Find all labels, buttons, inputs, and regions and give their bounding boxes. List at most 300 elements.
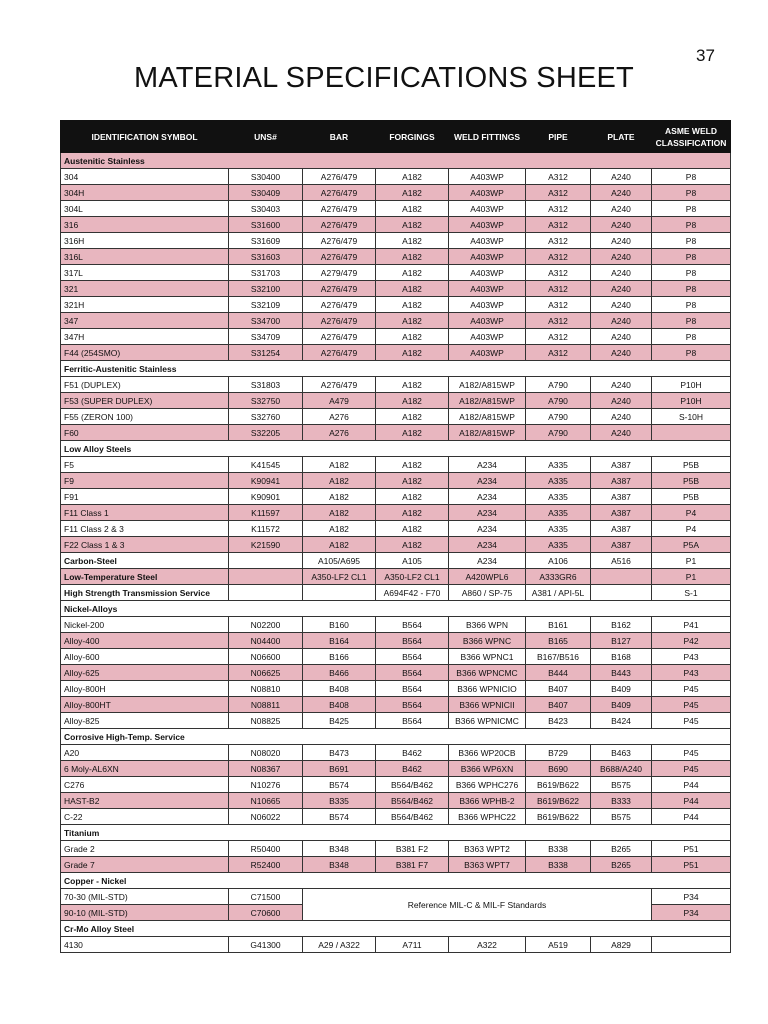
cell-asme-weld: P34 bbox=[652, 889, 731, 905]
cell-asme-weld: P44 bbox=[652, 793, 731, 809]
cell-identification-symbol: F53 (SUPER DUPLEX) bbox=[61, 393, 229, 409]
table-row bbox=[61, 537, 731, 553]
cell-bar: B473 bbox=[303, 745, 376, 761]
cell-weld-fittings: A403WP bbox=[449, 345, 526, 361]
table-row bbox=[61, 217, 731, 233]
cell-asme-weld: P44 bbox=[652, 777, 731, 793]
cell-asme-weld: P45 bbox=[652, 697, 731, 713]
cell-pipe: A335 bbox=[526, 537, 591, 553]
cell-forgings: A182 bbox=[376, 217, 449, 233]
cell-forgings: B564 bbox=[376, 649, 449, 665]
section-header-row bbox=[61, 441, 731, 457]
cell-forgings: A182 bbox=[376, 425, 449, 441]
cell-pipe: A519 bbox=[526, 937, 591, 953]
table-row bbox=[61, 489, 731, 505]
cell-pipe: A790 bbox=[526, 377, 591, 393]
cell-weld-fittings: A234 bbox=[449, 489, 526, 505]
table-row bbox=[61, 201, 731, 217]
cell-plate: B443 bbox=[591, 665, 652, 681]
cell-forgings: B564/B462 bbox=[376, 793, 449, 809]
cell-asme-weld: P8 bbox=[652, 281, 731, 297]
reference-note: Reference MIL-C & MIL-F Standards bbox=[303, 889, 652, 921]
header-pipe: PIPE bbox=[526, 121, 591, 153]
cell-plate: A240 bbox=[591, 217, 652, 233]
cell-bar: A105/A695 bbox=[303, 553, 376, 569]
section-header-row bbox=[61, 153, 731, 169]
cell-forgings: A182 bbox=[376, 313, 449, 329]
cell-plate: B333 bbox=[591, 793, 652, 809]
cell-asme-weld: S-1 bbox=[652, 585, 731, 601]
cell-pipe: A335 bbox=[526, 473, 591, 489]
cell-bar: B691 bbox=[303, 761, 376, 777]
cell-asme-weld: P34 bbox=[652, 905, 731, 921]
cell-forgings: A182 bbox=[376, 249, 449, 265]
cell-asme-weld bbox=[652, 425, 731, 441]
cell-forgings: A182 bbox=[376, 409, 449, 425]
cell-weld-fittings: A403WP bbox=[449, 169, 526, 185]
cell-uns: S31600 bbox=[229, 217, 303, 233]
cell-bar: A276 bbox=[303, 425, 376, 441]
table-row bbox=[61, 457, 731, 473]
cell-plate: A829 bbox=[591, 937, 652, 953]
cell-forgings: A182 bbox=[376, 233, 449, 249]
cell-asme-weld: P43 bbox=[652, 665, 731, 681]
cell-plate: B424 bbox=[591, 713, 652, 729]
cell-uns: S31703 bbox=[229, 265, 303, 281]
table-row bbox=[61, 377, 731, 393]
cell-bar: B574 bbox=[303, 809, 376, 825]
cell-bar: A276/479 bbox=[303, 185, 376, 201]
cell-uns: S32750 bbox=[229, 393, 303, 409]
cell-asme-weld: P5B bbox=[652, 473, 731, 489]
cell-pipe: A312 bbox=[526, 217, 591, 233]
cell-forgings: B462 bbox=[376, 745, 449, 761]
cell-asme-weld: P8 bbox=[652, 297, 731, 313]
cell-asme-weld: P43 bbox=[652, 649, 731, 665]
cell-forgings: A182 bbox=[376, 281, 449, 297]
cell-bar: B335 bbox=[303, 793, 376, 809]
cell-weld-fittings: A234 bbox=[449, 537, 526, 553]
section-title: Austenitic Stainless bbox=[61, 153, 731, 169]
cell-weld-fittings: A182/A815WP bbox=[449, 377, 526, 393]
cell-forgings: A182 bbox=[376, 169, 449, 185]
cell-asme-weld: P5B bbox=[652, 489, 731, 505]
cell-identification-symbol: 347 bbox=[61, 313, 229, 329]
cell-asme-weld: P4 bbox=[652, 521, 731, 537]
table-row bbox=[61, 745, 731, 761]
cell-plate: B575 bbox=[591, 809, 652, 825]
cell-weld-fittings: B366 WPHC276 bbox=[449, 777, 526, 793]
section-title: Corrosive High-Temp. Service bbox=[61, 729, 731, 745]
cell-plate: B265 bbox=[591, 841, 652, 857]
cell-asme-weld: P45 bbox=[652, 745, 731, 761]
cell-forgings: A182 bbox=[376, 201, 449, 217]
cell-uns bbox=[229, 553, 303, 569]
cell-uns: N02200 bbox=[229, 617, 303, 633]
cell-identification-symbol: F11 Class 1 bbox=[61, 505, 229, 521]
cell-asme-weld: P44 bbox=[652, 809, 731, 825]
cell-pipe: A312 bbox=[526, 233, 591, 249]
cell-identification-symbol: HAST-B2 bbox=[61, 793, 229, 809]
table-row bbox=[61, 809, 731, 825]
cell-weld-fittings: A403WP bbox=[449, 297, 526, 313]
cell-bar: A182 bbox=[303, 489, 376, 505]
cell-bar: B166 bbox=[303, 649, 376, 665]
cell-identification-symbol: Alloy-800HT bbox=[61, 697, 229, 713]
cell-identification-symbol: 316H bbox=[61, 233, 229, 249]
cell-forgings: A182 bbox=[376, 297, 449, 313]
header-weld-fittings: WELD FITTINGS bbox=[449, 121, 526, 153]
cell-identification-symbol: C-22 bbox=[61, 809, 229, 825]
cell-plate: A240 bbox=[591, 313, 652, 329]
table-row bbox=[61, 185, 731, 201]
cell-identification-symbol: Alloy-800H bbox=[61, 681, 229, 697]
cell-weld-fittings: B363 WPT7 bbox=[449, 857, 526, 873]
table-row bbox=[61, 777, 731, 793]
cell-bar: A182 bbox=[303, 473, 376, 489]
table-row bbox=[61, 473, 731, 489]
table-row bbox=[61, 409, 731, 425]
cell-weld-fittings: A403WP bbox=[449, 233, 526, 249]
cell-bar: A276/479 bbox=[303, 217, 376, 233]
cell-uns: K21590 bbox=[229, 537, 303, 553]
cell-identification-symbol: Carbon-Steel bbox=[61, 553, 229, 569]
section-header-row bbox=[61, 361, 731, 377]
cell-forgings: A694F42 - F70 bbox=[376, 585, 449, 601]
cell-uns: S34700 bbox=[229, 313, 303, 329]
cell-bar: A29 / A322 bbox=[303, 937, 376, 953]
cell-pipe: B729 bbox=[526, 745, 591, 761]
cell-weld-fittings: B366 WPNICIO bbox=[449, 681, 526, 697]
cell-weld-fittings: A403WP bbox=[449, 185, 526, 201]
cell-uns bbox=[229, 585, 303, 601]
cell-bar: A276/479 bbox=[303, 297, 376, 313]
cell-forgings: B381 F2 bbox=[376, 841, 449, 857]
cell-uns: K41545 bbox=[229, 457, 303, 473]
table-row bbox=[61, 233, 731, 249]
cell-pipe: A312 bbox=[526, 185, 591, 201]
cell-pipe: A335 bbox=[526, 489, 591, 505]
cell-uns: S30409 bbox=[229, 185, 303, 201]
cell-pipe: B619/B622 bbox=[526, 809, 591, 825]
cell-weld-fittings: B366 WPN bbox=[449, 617, 526, 633]
table-row bbox=[61, 681, 731, 697]
cell-uns: S31803 bbox=[229, 377, 303, 393]
table-row bbox=[61, 649, 731, 665]
cell-pipe: A312 bbox=[526, 313, 591, 329]
cell-asme-weld: P10H bbox=[652, 377, 731, 393]
cell-bar: A276/479 bbox=[303, 377, 376, 393]
cell-forgings: A182 bbox=[376, 265, 449, 281]
cell-forgings: B381 F7 bbox=[376, 857, 449, 873]
cell-forgings: B564/B462 bbox=[376, 777, 449, 793]
cell-uns: N08811 bbox=[229, 697, 303, 713]
cell-pipe: B165 bbox=[526, 633, 591, 649]
cell-uns: K90901 bbox=[229, 489, 303, 505]
cell-weld-fittings: B366 WPNCMC bbox=[449, 665, 526, 681]
cell-bar: B425 bbox=[303, 713, 376, 729]
cell-asme-weld: P8 bbox=[652, 329, 731, 345]
section-title: Copper - Nickel bbox=[61, 873, 731, 889]
cell-uns: R52400 bbox=[229, 857, 303, 873]
cell-identification-symbol: 347H bbox=[61, 329, 229, 345]
cell-uns: S34709 bbox=[229, 329, 303, 345]
cell-forgings: B564 bbox=[376, 681, 449, 697]
cell-weld-fittings: A234 bbox=[449, 553, 526, 569]
cell-identification-symbol: Alloy-625 bbox=[61, 665, 229, 681]
table-row bbox=[61, 553, 731, 569]
cell-weld-fittings: A403WP bbox=[449, 313, 526, 329]
header-uns: UNS# bbox=[229, 121, 303, 153]
page-number: 37 bbox=[696, 46, 715, 65]
cell-plate: A387 bbox=[591, 537, 652, 553]
cell-bar: A182 bbox=[303, 505, 376, 521]
cell-identification-symbol: 70-30 (MIL-STD) bbox=[61, 889, 229, 905]
cell-asme-weld: P42 bbox=[652, 633, 731, 649]
cell-pipe: B690 bbox=[526, 761, 591, 777]
cell-weld-fittings: A420WPL6 bbox=[449, 569, 526, 585]
cell-plate: A516 bbox=[591, 553, 652, 569]
cell-asme-weld: P41 bbox=[652, 617, 731, 633]
cell-plate: A240 bbox=[591, 297, 652, 313]
cell-weld-fittings: A403WP bbox=[449, 249, 526, 265]
cell-pipe: B167/B516 bbox=[526, 649, 591, 665]
cell-plate: A240 bbox=[591, 425, 652, 441]
cell-forgings: A182 bbox=[376, 393, 449, 409]
cell-forgings: A182 bbox=[376, 345, 449, 361]
cell-uns: S31254 bbox=[229, 345, 303, 361]
cell-plate: A240 bbox=[591, 169, 652, 185]
cell-weld-fittings: A322 bbox=[449, 937, 526, 953]
cell-uns: S32205 bbox=[229, 425, 303, 441]
cell-plate: B162 bbox=[591, 617, 652, 633]
cell-plate: A240 bbox=[591, 233, 652, 249]
cell-asme-weld: P51 bbox=[652, 857, 731, 873]
cell-weld-fittings: B366 WPNC bbox=[449, 633, 526, 649]
cell-bar: B348 bbox=[303, 841, 376, 857]
cell-plate: B688/A240 bbox=[591, 761, 652, 777]
cell-bar: A276/479 bbox=[303, 329, 376, 345]
cell-pipe: A790 bbox=[526, 409, 591, 425]
cell-plate: A240 bbox=[591, 265, 652, 281]
cell-pipe: A335 bbox=[526, 505, 591, 521]
cell-identification-symbol: Grade 2 bbox=[61, 841, 229, 857]
table-row bbox=[61, 713, 731, 729]
cell-uns: N06022 bbox=[229, 809, 303, 825]
cell-identification-symbol: 90-10 (MIL-STD) bbox=[61, 905, 229, 921]
cell-uns: S32109 bbox=[229, 297, 303, 313]
table-row bbox=[61, 569, 731, 585]
cell-weld-fittings: A234 bbox=[449, 473, 526, 489]
cell-forgings: B564 bbox=[376, 713, 449, 729]
cell-identification-symbol: F22 Class 1 & 3 bbox=[61, 537, 229, 553]
cell-forgings: A711 bbox=[376, 937, 449, 953]
table-row bbox=[61, 329, 731, 345]
cell-identification-symbol: High Strength Transmission Service bbox=[61, 585, 229, 601]
cell-uns: N04400 bbox=[229, 633, 303, 649]
cell-asme-weld: P8 bbox=[652, 265, 731, 281]
cell-forgings: A182 bbox=[376, 505, 449, 521]
cell-pipe: A312 bbox=[526, 297, 591, 313]
cell-pipe: A312 bbox=[526, 329, 591, 345]
cell-bar: A182 bbox=[303, 457, 376, 473]
cell-plate: A240 bbox=[591, 201, 652, 217]
cell-weld-fittings: B366 WPHB-2 bbox=[449, 793, 526, 809]
cell-identification-symbol: 316 bbox=[61, 217, 229, 233]
cell-bar: B160 bbox=[303, 617, 376, 633]
table-row bbox=[61, 761, 731, 777]
cell-weld-fittings: A234 bbox=[449, 521, 526, 537]
cell-forgings: B564/B462 bbox=[376, 809, 449, 825]
cell-identification-symbol: 304H bbox=[61, 185, 229, 201]
cell-bar: A276/479 bbox=[303, 169, 376, 185]
cell-uns: C70600 bbox=[229, 905, 303, 921]
cell-weld-fittings: A403WP bbox=[449, 265, 526, 281]
table-row bbox=[61, 665, 731, 681]
cell-weld-fittings: A860 / SP-75 bbox=[449, 585, 526, 601]
table-row bbox=[61, 281, 731, 297]
table-row bbox=[61, 345, 731, 361]
cell-plate: A240 bbox=[591, 249, 652, 265]
table-row bbox=[61, 425, 731, 441]
cell-uns: S31603 bbox=[229, 249, 303, 265]
cell-plate bbox=[591, 569, 652, 585]
cell-asme-weld: P1 bbox=[652, 553, 731, 569]
cell-identification-symbol: Nickel-200 bbox=[61, 617, 229, 633]
cell-bar: A276/479 bbox=[303, 345, 376, 361]
cell-asme-weld: P8 bbox=[652, 313, 731, 329]
cell-asme-weld: P8 bbox=[652, 185, 731, 201]
cell-uns bbox=[229, 569, 303, 585]
cell-identification-symbol: F55 (ZERON 100) bbox=[61, 409, 229, 425]
cell-bar: A350-LF2 CL1 bbox=[303, 569, 376, 585]
cell-pipe: B407 bbox=[526, 697, 591, 713]
cell-bar: A279/479 bbox=[303, 265, 376, 281]
cell-weld-fittings: A182/A815WP bbox=[449, 393, 526, 409]
cell-asme-weld: P8 bbox=[652, 345, 731, 361]
cell-identification-symbol: 304L bbox=[61, 201, 229, 217]
cell-plate: B168 bbox=[591, 649, 652, 665]
cell-identification-symbol: 316L bbox=[61, 249, 229, 265]
cell-bar: B408 bbox=[303, 697, 376, 713]
cell-uns: S31609 bbox=[229, 233, 303, 249]
cell-pipe: B338 bbox=[526, 841, 591, 857]
cell-forgings: A182 bbox=[376, 521, 449, 537]
cell-asme-weld: P8 bbox=[652, 169, 731, 185]
section-title: Nickel-Alloys bbox=[61, 601, 731, 617]
cell-forgings: B462 bbox=[376, 761, 449, 777]
cell-pipe: A335 bbox=[526, 521, 591, 537]
table-row bbox=[61, 889, 731, 905]
header-bar: BAR bbox=[303, 121, 376, 153]
cell-asme-weld: P1 bbox=[652, 569, 731, 585]
cell-identification-symbol: 317L bbox=[61, 265, 229, 281]
section-title: Titanium bbox=[61, 825, 731, 841]
cell-weld-fittings: A234 bbox=[449, 457, 526, 473]
cell-identification-symbol: 321H bbox=[61, 297, 229, 313]
cell-bar: A276 bbox=[303, 409, 376, 425]
cell-weld-fittings: A403WP bbox=[449, 217, 526, 233]
table-row bbox=[61, 169, 731, 185]
cell-uns: S30403 bbox=[229, 201, 303, 217]
cell-pipe: A312 bbox=[526, 265, 591, 281]
cell-uns: K11572 bbox=[229, 521, 303, 537]
cell-weld-fittings: A403WP bbox=[449, 281, 526, 297]
cell-identification-symbol: F60 bbox=[61, 425, 229, 441]
header-forgings: FORGINGS bbox=[376, 121, 449, 153]
table-row bbox=[61, 857, 731, 873]
cell-bar: A276/479 bbox=[303, 201, 376, 217]
cell-forgings: A182 bbox=[376, 377, 449, 393]
cell-weld-fittings: A403WP bbox=[449, 201, 526, 217]
cell-forgings: B564 bbox=[376, 665, 449, 681]
cell-pipe: B619/B622 bbox=[526, 777, 591, 793]
cell-plate: B265 bbox=[591, 857, 652, 873]
cell-uns: S32760 bbox=[229, 409, 303, 425]
cell-bar: A182 bbox=[303, 521, 376, 537]
cell-bar: B466 bbox=[303, 665, 376, 681]
header-plate: PLATE bbox=[591, 121, 652, 153]
cell-plate: A387 bbox=[591, 473, 652, 489]
cell-plate: A387 bbox=[591, 521, 652, 537]
cell-uns: N10665 bbox=[229, 793, 303, 809]
section-header-row bbox=[61, 729, 731, 745]
cell-uns: N06625 bbox=[229, 665, 303, 681]
section-title: Ferritic-Austenitic Stainless bbox=[61, 361, 731, 377]
cell-uns: N08810 bbox=[229, 681, 303, 697]
cell-identification-symbol: 6 Moly-AL6XN bbox=[61, 761, 229, 777]
cell-plate bbox=[591, 585, 652, 601]
cell-asme-weld: P8 bbox=[652, 233, 731, 249]
cell-plate: B575 bbox=[591, 777, 652, 793]
material-spec-table bbox=[60, 120, 731, 953]
cell-identification-symbol: F9 bbox=[61, 473, 229, 489]
cell-plate: B127 bbox=[591, 633, 652, 649]
cell-asme-weld bbox=[652, 937, 731, 953]
cell-forgings: A105 bbox=[376, 553, 449, 569]
cell-identification-symbol: Grade 7 bbox=[61, 857, 229, 873]
cell-pipe: B423 bbox=[526, 713, 591, 729]
cell-weld-fittings: B363 WPT2 bbox=[449, 841, 526, 857]
table-row bbox=[61, 249, 731, 265]
section-header-row bbox=[61, 825, 731, 841]
cell-identification-symbol: F51 (DUPLEX) bbox=[61, 377, 229, 393]
section-title: Low Alloy Steels bbox=[61, 441, 731, 457]
cell-asme-weld: P4 bbox=[652, 505, 731, 521]
cell-bar: A276/479 bbox=[303, 313, 376, 329]
cell-bar: A479 bbox=[303, 393, 376, 409]
cell-bar: B348 bbox=[303, 857, 376, 873]
cell-plate: A240 bbox=[591, 377, 652, 393]
cell-forgings: A182 bbox=[376, 489, 449, 505]
table-row bbox=[61, 793, 731, 809]
table-row bbox=[61, 841, 731, 857]
cell-pipe: B338 bbox=[526, 857, 591, 873]
cell-forgings: A182 bbox=[376, 329, 449, 345]
cell-plate: A240 bbox=[591, 393, 652, 409]
section-header-row bbox=[61, 921, 731, 937]
cell-uns: N08367 bbox=[229, 761, 303, 777]
cell-bar: A276/479 bbox=[303, 249, 376, 265]
cell-uns: N08020 bbox=[229, 745, 303, 761]
cell-asme-weld: P45 bbox=[652, 713, 731, 729]
cell-plate: A240 bbox=[591, 329, 652, 345]
cell-pipe: A312 bbox=[526, 169, 591, 185]
cell-weld-fittings: A182/A815WP bbox=[449, 409, 526, 425]
cell-forgings: A350-LF2 CL1 bbox=[376, 569, 449, 585]
cell-weld-fittings: B366 WPNICII bbox=[449, 697, 526, 713]
cell-forgings: A182 bbox=[376, 185, 449, 201]
